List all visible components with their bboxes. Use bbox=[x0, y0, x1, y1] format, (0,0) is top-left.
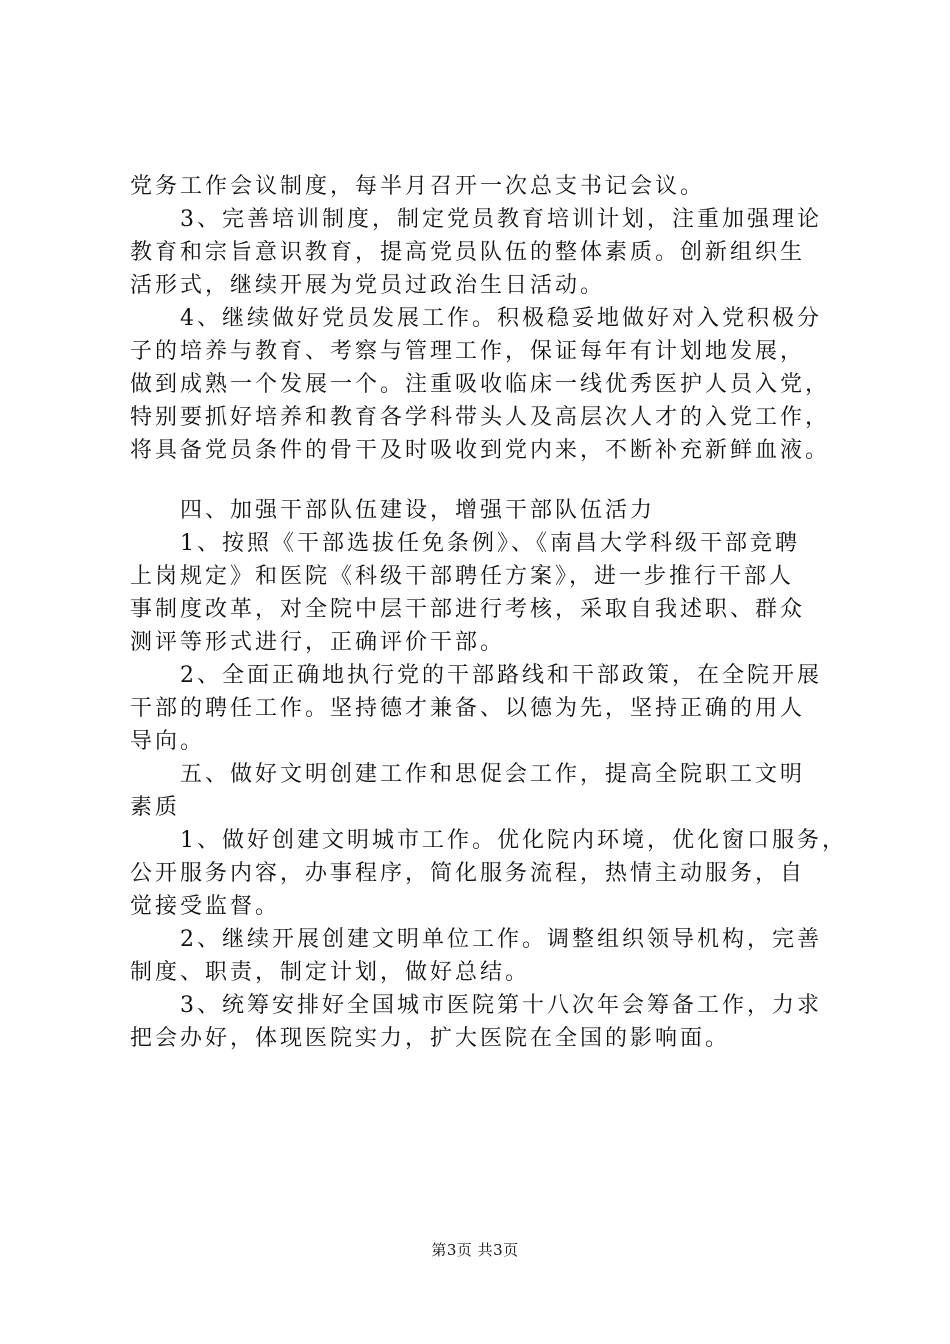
text-line: 3、统筹安排好全国城市医院第十八次年会筹备工作，力求 bbox=[130, 993, 822, 1018]
document-body bbox=[130, 170, 847, 1055]
text-line: 公开服务内容，办事程序，简化服务流程，热情主动服务，自 bbox=[130, 861, 806, 886]
text-line: 4、继续做好党员发展工作。积极稳妥地做好对入党积极分 bbox=[130, 306, 822, 331]
text-line: 测评等形式进行，正确评价干部。 bbox=[130, 630, 506, 655]
text-line: 教育和宗旨意识教育，提高党员队伍的整体素质。创新组织生 bbox=[130, 240, 806, 265]
text-line: 干部的聘任工作。坚持德才兼备、以德为先，坚持正确的用人 bbox=[130, 696, 806, 721]
text-line: 导向。 bbox=[130, 729, 206, 754]
text-line: 1、按照《干部选拔任免条例》、《南昌大学科级干部竞聘 bbox=[130, 531, 800, 556]
text-line: 做到成熟一个发展一个。注重吸收临床一线优秀医护人员入党， bbox=[130, 372, 831, 397]
text-line: 党务工作会议制度，每半月召开一次总支书记会议。 bbox=[130, 174, 706, 199]
text-line: 特别要抓好培养和教育各学科带头人及高层次人才的入党工作， bbox=[130, 405, 831, 430]
page-number: 第3页 共3页 bbox=[431, 1241, 519, 1259]
page-footer bbox=[0, 1240, 950, 1260]
text-line: 2、全面正确地执行党的干部路线和干部政策，在全院开展 bbox=[130, 663, 822, 688]
text-line: 2、继续开展创建文明单位工作。调整组织领导机构，完善 bbox=[130, 927, 822, 952]
section-heading: 五、做好文明创建工作和思促会工作，提高全院职工文明 bbox=[130, 762, 806, 787]
text-line: 将具备党员条件的骨干及时吸收到党内来，不断补充新鲜血液。 bbox=[130, 438, 831, 463]
text-line: 子的培养与教育、考察与管理工作，保证每年有计划地发展， bbox=[130, 339, 806, 364]
section-heading: 四、加强干部队伍建设，增强干部队伍活力 bbox=[130, 498, 656, 523]
text-line: 觉接受监督。 bbox=[130, 894, 281, 919]
text-line: 制度、职责，制定计划，做好总结。 bbox=[130, 960, 531, 985]
text-line: 把会办好，体现医院实力，扩大医院在全国的影响面。 bbox=[130, 1026, 731, 1051]
text-line: 活形式，继续开展为党员过政治生日活动。 bbox=[130, 273, 606, 298]
text-line: 3、完善培训制度，制定党员教育培训计划，注重加强理论 bbox=[130, 207, 822, 232]
section-heading-cont: 素质 bbox=[130, 795, 181, 820]
text-line: 上岗规定》和医院《科级干部聘任方案》，进一步推行干部人 bbox=[130, 564, 795, 589]
paragraph-gap bbox=[130, 467, 830, 494]
text-line: 1、做好创建文明城市工作。优化院内环境，优化窗口服务， bbox=[130, 828, 847, 853]
text-line: 事制度改革，对全院中层干部进行考核，采取自我述职、群众 bbox=[130, 597, 806, 622]
